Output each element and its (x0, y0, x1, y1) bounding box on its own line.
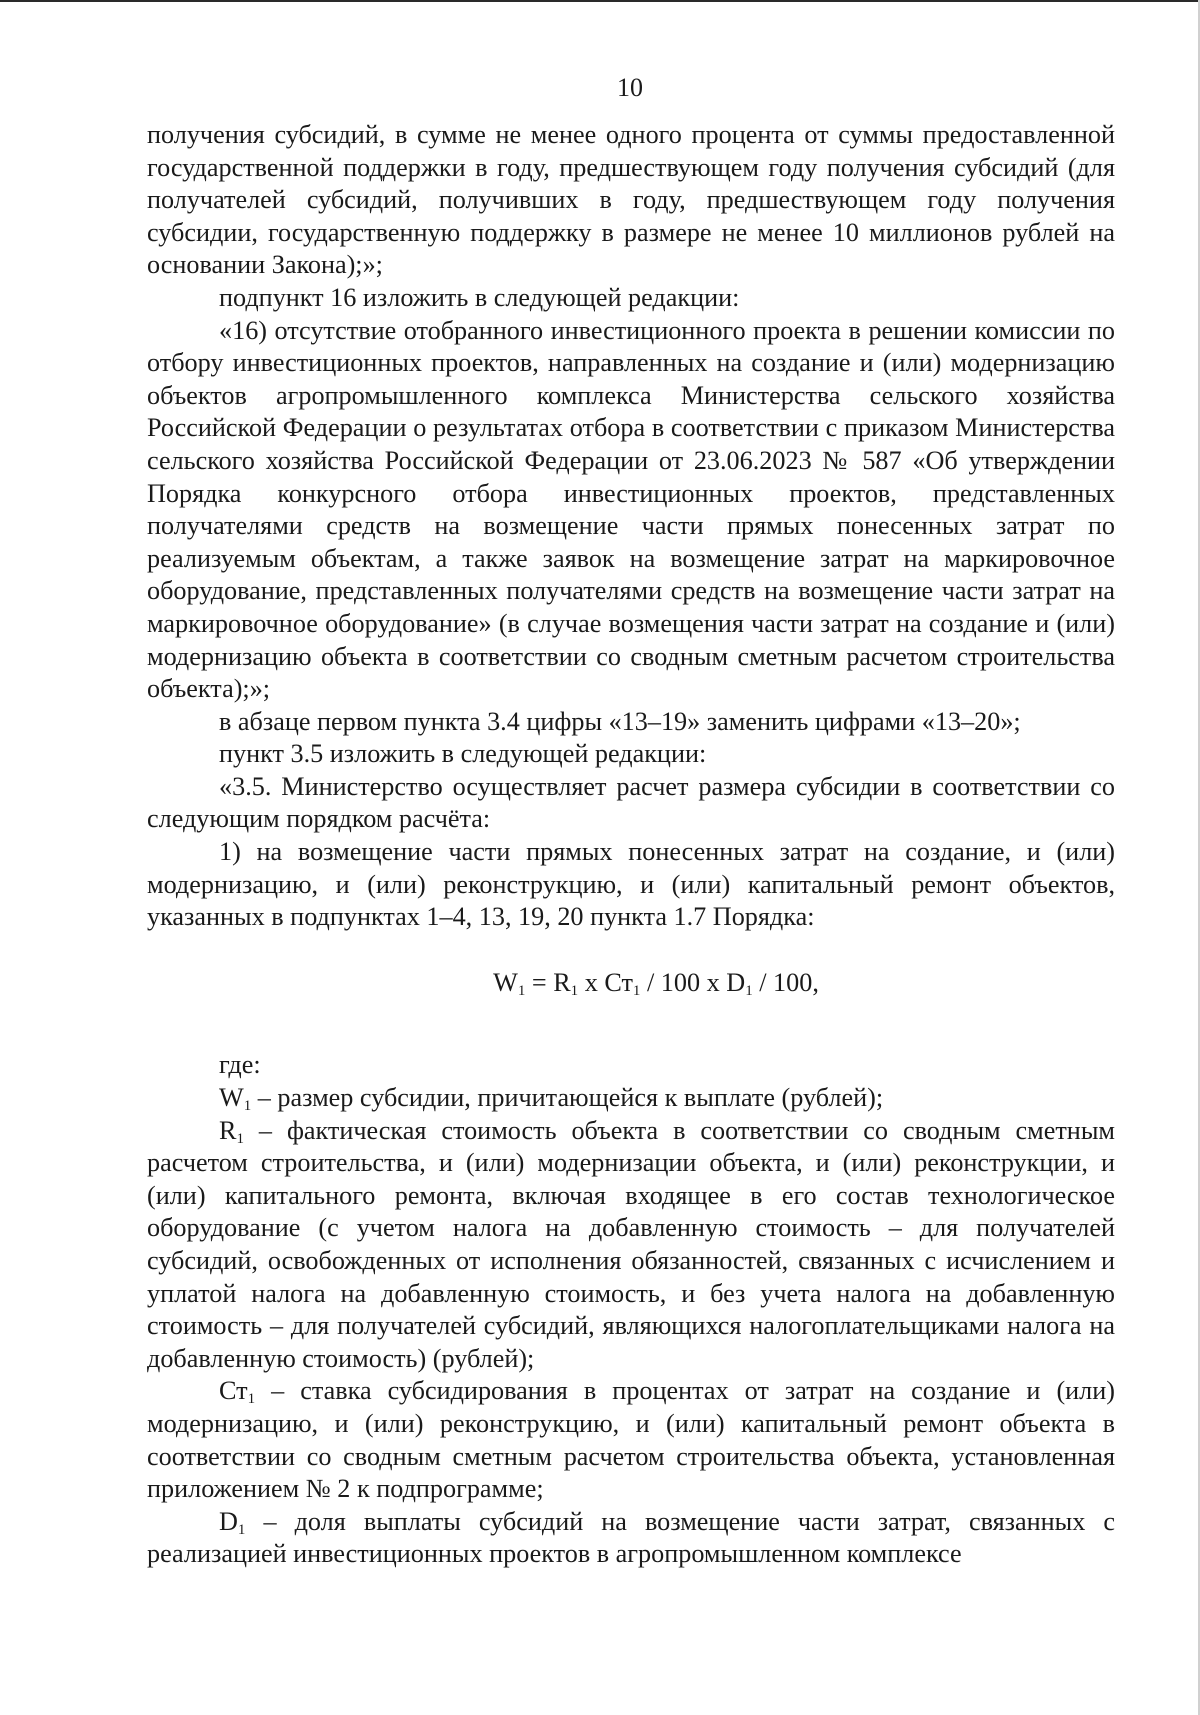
definition-r1 (147, 1115, 1115, 1376)
paragraph-subpoint-16-intro: подпункт 16 изложить в следующей редакции: (219, 282, 740, 312)
paragraph-where: где: (219, 1050, 261, 1080)
page-number: 10 (617, 73, 643, 102)
formula-tail: / 100, (752, 967, 819, 997)
formula-w1 (147, 967, 1115, 1000)
definition-w1-sub: 1 (243, 1098, 252, 1115)
paragraph-continuation: получения субсидий, в сумме не менее одного процента от суммы предоставленной государственной поддержки в году, предшествующем году получения субсидий (для получателей субсидий, получивших в году, предшествующем году получения субсидии, государственную поддержку в размере не менее 10 миллионов рублей на основании Закона);»; (147, 120, 1115, 280)
paragraph-item-1: 1) на возмещение части прямых понесенных затрат на создание, и (или) модернизацию, и (или) реконструкцию, и (или) капитальный ремонт объектов, указанных в подпунктах 1–4, 13, 19, 20 пункта 1.7 Порядка: (147, 837, 1115, 932)
scan-top-border (0, 0, 1200, 2)
formula-w-sub: 1 (517, 982, 526, 999)
definition-w1-symbol: W (219, 1083, 244, 1113)
definition-ct1-sub: 1 (247, 1391, 256, 1408)
document-body (147, 119, 1115, 1571)
formula-d-sub: 1 (745, 982, 753, 999)
paragraph-point-3-5: «3.5. Министерство осуществляет расчет размера субсидии в соответствии со следующим порядком расчёта: (147, 771, 1115, 834)
paragraph-subpoint-16: «16) отсутствие отобранного инвестиционного проекта в решении комиссии по отбору инвестиционных проектов, направленных на создание и (или) модернизацию объектов агропромышленного комплекса Министерства сельского хозяйства Российской Федерации о результатах отбора в соответствии с приказом Министерства сельского хозяйства Российской Федерации от 23.06.2023 № 587 «Об утверждении Порядка конкурсного отбора инвестиционных проектов, представленных получателями средств на возмещение части прямых понесенных затрат по реализуемым объектам, а также заявок на возмещение затрат на маркировочное оборудование, представленных получателями средств на возмещение части затрат на маркировочное оборудование» (в случае возмещения части затрат на создание и (или) модернизацию объекта в соответствии со сводным сметным расчетом строительства объекта);»; (147, 315, 1115, 704)
definition-r1-text: – фактическая стоимость объекта в соответствии со сводным сметным расчетом строительства, и (или) модернизации объекта, и (или) реконструкции, и (или) капитального ремонта, включая входящее в его состав технологическое оборудование (с учетом налога на добавленную стоимость – для получателей субсидий, освобожденных от исполнения обязанностей, связанных с исчислением и уплатой налога на добавленную стоимость, и без учета налога на добавленную стоимость – для получателей субсидий, являющихся налогоплательщиками налога на добавленную стоимость) (рублей); (147, 1115, 1115, 1373)
formula-w: W (493, 967, 518, 997)
formula-div-times: / 100 x (640, 967, 727, 997)
formula-ct: Ст (604, 967, 633, 997)
formula-ct-sub: 1 (632, 982, 641, 999)
formula-d: D (726, 967, 746, 997)
formula-r-sub: 1 (570, 982, 579, 999)
definition-d1-sub: 1 (237, 1521, 246, 1538)
paragraph-point-3-5-intro: пункт 3.5 изложить в следующей редакции: (219, 739, 707, 769)
formula-times: x (578, 967, 605, 997)
definition-r1-symbol: R (219, 1115, 237, 1145)
definition-d1-symbol: D (219, 1506, 238, 1536)
definition-w1 (147, 1082, 1115, 1115)
definition-d1-text: – доля выплаты субсидий на возмещение части затрат, связанных с реализацией инвестиционных проектов в агропромышленном комплексе (147, 1506, 1115, 1569)
formula-r: R (553, 967, 571, 997)
definition-ct1 (147, 1375, 1115, 1505)
definition-w1-text: – размер субсидии, причитающейся к выплате (рублей); (251, 1083, 884, 1113)
formula-eq: = (525, 967, 554, 997)
definition-r1-sub: 1 (236, 1130, 244, 1147)
definition-ct1-symbol: Ст (219, 1376, 248, 1406)
paragraph-point-3-4: в абзаце первом пункта 3.4 цифры «13–19» заменить цифрами «13–20»; (219, 706, 1021, 736)
definition-ct1-text: – ставка субсидирования в процентах от затрат на создание и (или) модернизацию, и (или) реконструкцию, и (или) капитальный ремонт объекта в соответствии со сводным сметным расчетом строительства объекта, установленная приложением № 2 к подпрограмме; (147, 1376, 1115, 1504)
definition-d1 (147, 1506, 1115, 1571)
